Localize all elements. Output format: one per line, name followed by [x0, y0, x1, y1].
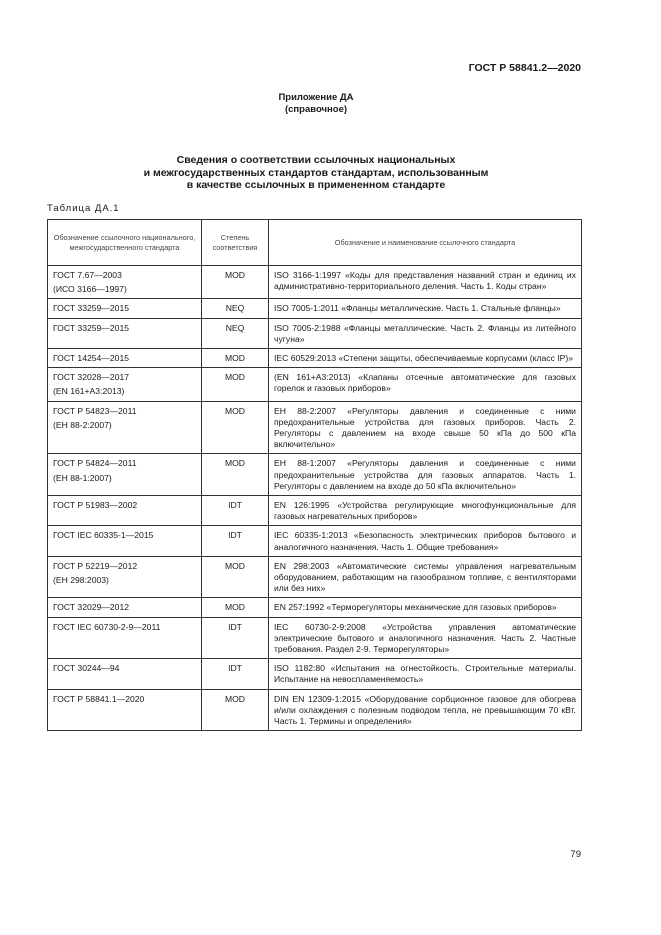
reference-standard-cell: IEC 60335-1:2013 «Безопасность электрических приборов бытового и аналогичного назначения. Часть 1. Общие требования» [269, 526, 582, 556]
degree-cell: MOD [202, 401, 269, 454]
degree-cell: NEQ [202, 318, 269, 348]
table-row [48, 299, 582, 318]
table-row [48, 617, 582, 659]
reference-standard-cell: (EN 161+A3:2013) «Клапаны отсечные автоматические для газовых горелок и газовых приборов» [269, 368, 582, 401]
reference-standard-cell: ISO 1182:80 «Испытания на огнестойкость. Строительные материалы. Испытание на невоспламеняемость» [269, 659, 582, 689]
standard-designation-cell [48, 318, 202, 348]
standard-designation: ГОСТ 30244—94 [53, 663, 120, 674]
standard-designation-cell [48, 526, 202, 556]
header-degree: Степень соответствия [202, 220, 269, 266]
heading-line: Сведения о соответствии ссылочных национальных [176, 154, 456, 166]
standard-designation-alt: (ЕН 88-1:2007) [53, 472, 112, 483]
table-row [48, 659, 582, 689]
standard-designation-cell [48, 401, 202, 454]
reference-standard-cell: IEC 60730-2-9:2008 «Устройства управления автоматические электрические бытового и аналогичного назначения. Часть 2. Частные требования. Раздел 2-9. Терморегуляторы» [269, 617, 582, 659]
standard-code: ГОСТ Р 58841.2—2020 [468, 62, 581, 74]
standard-designation: ГОСТ 14254—2015 [53, 353, 130, 364]
table-body [48, 266, 582, 731]
degree-cell: MOD [202, 454, 269, 496]
standard-designation: ГОСТ Р 51983—2002 [53, 500, 138, 511]
degree-cell: MOD [202, 368, 269, 401]
table-row [48, 556, 582, 598]
table-caption: Таблица ДА.1 [47, 203, 120, 214]
reference-standard-cell: ЕН 88-2:2007 «Регуляторы давления и соединенные с ними предохранительные устройства для газовых приборов. Часть 2. Регуляторы с давлением на входе свыше 50 кПа до 500 кПа включительно» [269, 401, 582, 454]
heading-line: в качестве ссылочных в примененном стандарте [186, 179, 446, 191]
reference-standard-cell: ЕН 88-1:2007 «Регуляторы давления и соединенные с ними предохранительные устройства для газовых аппаратов. Часть 1. Регуляторы с давлением на входе до 50 кПа включительно» [269, 454, 582, 496]
standard-designation-alt: (EN 161+A3:2013) [53, 386, 125, 397]
standard-designation-cell [48, 496, 202, 526]
degree-cell: IDT [202, 526, 269, 556]
standard-designation: ГОСТ IEC 60335-1—2015 [53, 530, 154, 541]
reference-standard-cell: EN 257:1992 «Терморегуляторы механические для газовых приборов» [269, 598, 582, 617]
appendix-title-block [0, 92, 632, 116]
reference-standard-cell: DIN EN 12309-1:2015 «Оборудование сорбционное газовое для обогрева и/или охлаждения с полезным подводом тепла, не превышающим 70 кВт. Часть 1. Термины и определения» [269, 689, 582, 731]
header-reference: Обозначение и наименование ссылочного стандарта [269, 220, 582, 266]
standard-designation-cell [48, 349, 202, 368]
standard-designation: ГОСТ IEC 60730-2-9—2011 [53, 621, 161, 632]
standard-designation-cell [48, 299, 202, 318]
reference-standard-cell: ISO 3166-1:1997 «Коды для представления названий стран и единиц их административно-территориального деления. Часть 1. Коды стран» [269, 266, 582, 299]
section-heading [0, 154, 632, 192]
standard-designation-cell [48, 368, 202, 401]
standard-designation-cell [48, 454, 202, 496]
page-number: 79 [570, 849, 581, 860]
table-row [48, 401, 582, 454]
header-designation: Обозначение ссылочного национального, межгосударственного стандарта [48, 220, 202, 266]
table-row [48, 368, 582, 401]
standard-designation: ГОСТ 7.67—2003 [53, 270, 122, 280]
degree-cell: MOD [202, 598, 269, 617]
reference-standard-cell: EN 126:1995 «Устройства регулирующие многофункциональные для газовых нагревательных приборов» [269, 496, 582, 526]
appendix-title: Приложение ДА [278, 92, 354, 103]
table-row [48, 689, 582, 731]
standard-designation-alt: (ЕН 298:2003) [53, 575, 109, 586]
degree-cell: MOD [202, 556, 269, 598]
appendix-subtitle: (справочное) [284, 104, 348, 115]
table-row [48, 598, 582, 617]
standard-designation: ГОСТ 32028—2017 [53, 372, 130, 383]
heading-line: и межгосударственных стандартов стандартам, использованным [143, 166, 489, 179]
standard-designation: ГОСТ Р 52219—2012 [53, 560, 138, 571]
reference-standard-cell: ISO 7005-2:1988 «Фланцы металлические. Часть 2. Фланцы из литейного чугуна» [269, 318, 582, 348]
degree-cell: MOD [202, 266, 269, 299]
standard-designation: ГОСТ 33259—2015 [53, 322, 130, 333]
standard-designation: ГОСТ Р 58841.1—2020 [53, 693, 145, 704]
reference-standards-table [47, 219, 582, 731]
standard-designation-cell [48, 659, 202, 689]
reference-standard-cell: IEC 60529:2013 «Степени защиты, обеспечиваемые корпусами (класс IP)» [269, 349, 582, 368]
standard-designation-alt: (ИСО 3166—1997) [53, 284, 127, 295]
standard-designation-cell [48, 689, 202, 731]
standard-designation: ГОСТ 33259—2015 [53, 303, 130, 314]
table-row [48, 266, 582, 299]
table-row [48, 454, 582, 496]
degree-cell: MOD [202, 349, 269, 368]
standard-designation: ГОСТ Р 54824—2011 [53, 458, 137, 469]
degree-cell: MOD [202, 689, 269, 731]
standard-designation-cell [48, 266, 202, 299]
degree-cell: IDT [202, 496, 269, 526]
standard-designation-cell [48, 556, 202, 598]
degree-cell: NEQ [202, 299, 269, 318]
standard-designation: ГОСТ 32029—2012 [53, 602, 130, 613]
standard-designation-cell [48, 598, 202, 617]
reference-standard-cell: EN 298:2003 «Автоматические системы управления нагревательным оборудованием, работающим на газообразном топливе, с вентиляторами или без них» [269, 556, 582, 598]
standard-designation-cell [48, 617, 202, 659]
standard-designation-alt: (ЕН 88-2:2007) [53, 419, 112, 430]
degree-cell: IDT [202, 659, 269, 689]
table-row [48, 496, 582, 526]
table-row [48, 526, 582, 556]
table-header-row [48, 220, 582, 266]
standard-designation: ГОСТ Р 54823—2011 [53, 405, 137, 416]
reference-standard-cell: ISO 7005-1:2011 «Фланцы металлические. Часть 1. Стальные фланцы» [269, 299, 582, 318]
table-row [48, 349, 582, 368]
degree-cell: IDT [202, 617, 269, 659]
table-row [48, 318, 582, 348]
